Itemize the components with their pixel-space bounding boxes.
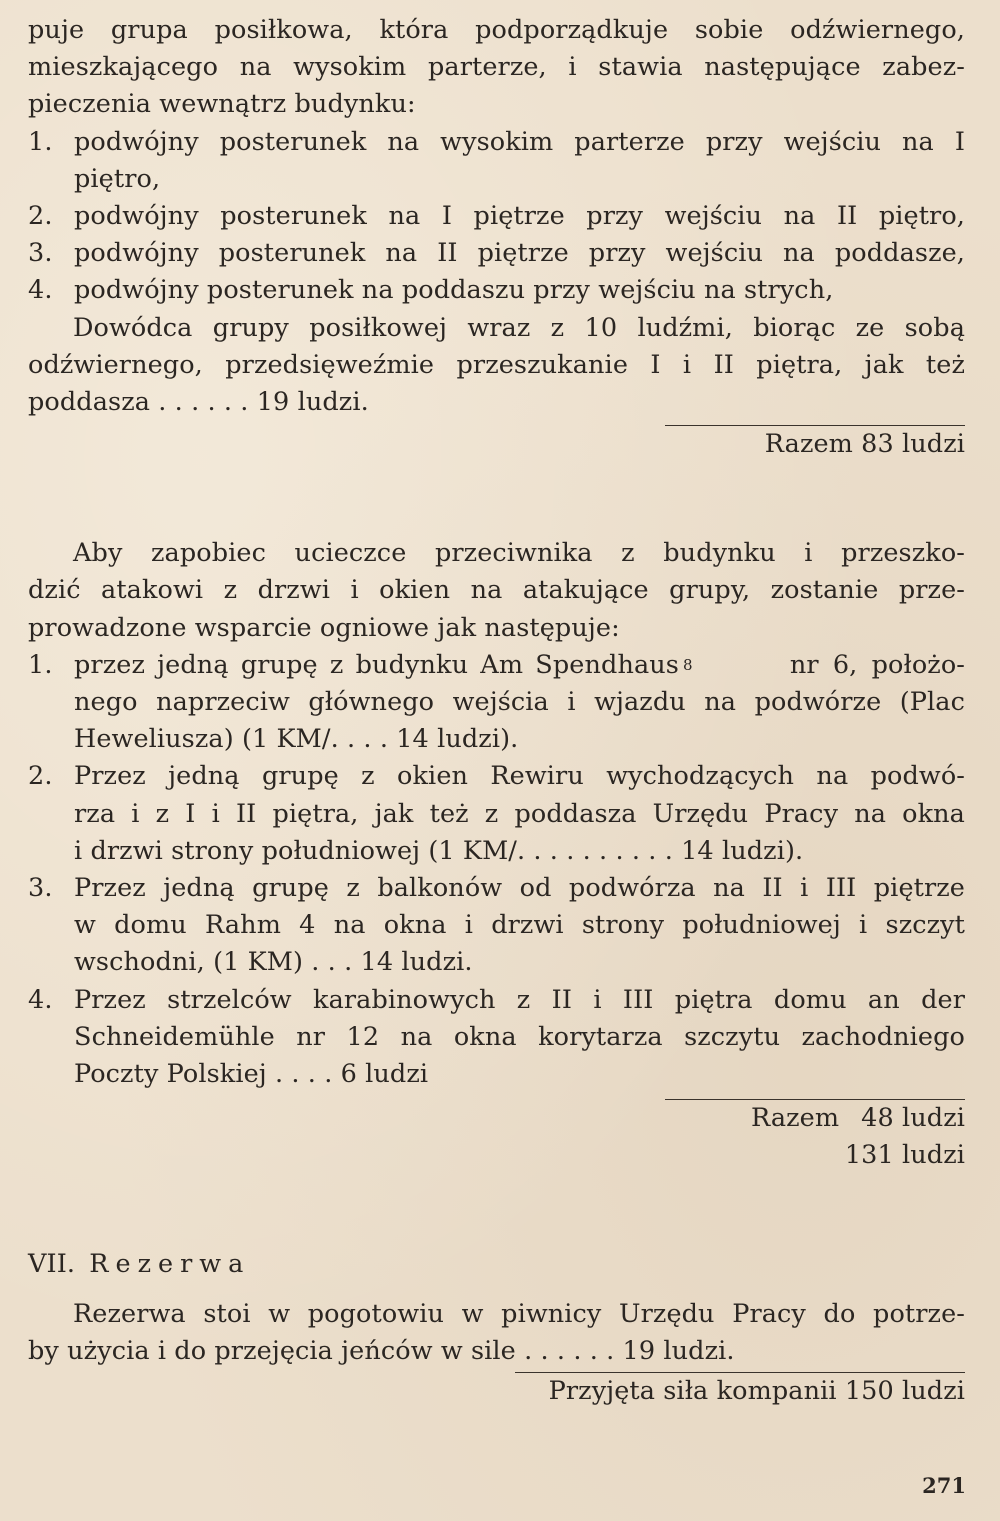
list-number: 2. bbox=[28, 761, 53, 792]
company-strength: Przyjęta siła kompanii 150 ludzi bbox=[548, 1376, 965, 1406]
list-item bbox=[28, 982, 965, 1019]
paragraph-line: odźwiernego, przedsięweźmie przeszukanie I i II piętra, jak też bbox=[28, 349, 965, 380]
list-text: Przez strzelców karabinowych z II i III piętra domu an der bbox=[74, 984, 965, 1015]
subtotal-value: 48 ludzi bbox=[861, 1103, 965, 1134]
list-text-continued: piętro, bbox=[74, 163, 161, 194]
list-text-continued: Poczty Polskiej . . . . 6 ludzi bbox=[74, 1058, 429, 1089]
paragraph-line: mieszkającego na wysokim parterze, i stawia następujące zabez- bbox=[28, 52, 965, 83]
spacer bbox=[28, 1174, 965, 1246]
list-text: podwójny posterunek na wysokim parterze przy wejściu na I bbox=[74, 126, 965, 157]
grand-total: 131 ludzi bbox=[844, 1140, 965, 1171]
subtotal: Razem 83 ludzi bbox=[764, 429, 965, 460]
list-number: 1. bbox=[28, 126, 53, 157]
paragraph-line: poddasza . . . . . . 19 ludzi. bbox=[28, 386, 369, 417]
list-text-part: przez jedną grupę z budynku Am Spendhaus bbox=[74, 649, 679, 680]
list-number: 4. bbox=[28, 275, 53, 306]
section-heading bbox=[28, 1246, 965, 1283]
paragraph-line: Aby zapobiec ucieczce przeciwnika z budynku i przeszko- bbox=[73, 538, 965, 569]
list-number: 1. bbox=[28, 649, 53, 680]
list-text bbox=[74, 647, 965, 684]
list-text-continued: wschodni, (1 KM) . . . 14 ludzi. bbox=[74, 947, 473, 978]
section-reserve bbox=[28, 1246, 965, 1410]
section-number: VII. bbox=[28, 1249, 76, 1280]
list-item bbox=[28, 870, 965, 907]
list-text: Przez jedną grupę z balkonów od podwórza na II i III piętrze bbox=[74, 872, 965, 903]
list-number: 4. bbox=[28, 984, 53, 1015]
list-text: podwójny posterunek na II piętrze przy wejściu na poddasze, bbox=[74, 238, 965, 269]
paragraph-line: Dowódca grupy posiłkowej wraz z 10 ludźmi, biorąc ze sobą bbox=[73, 312, 965, 343]
section-fire-support bbox=[28, 535, 965, 1174]
list-item bbox=[28, 124, 965, 161]
paragraph-line: pieczenia wewnątrz budynku: bbox=[28, 89, 416, 120]
subtotal bbox=[28, 1100, 965, 1137]
list-item bbox=[28, 272, 965, 309]
list-text-continued: nego naprzeciw głównego wejścia i wjazdu na podwórze (Plac bbox=[74, 687, 965, 717]
list-item bbox=[28, 198, 965, 235]
list-text-continued: i drzwi strony południowej (1 KM/. . . . . . . . . . 14 ludzi). bbox=[74, 835, 804, 866]
section-title: Rezerwa bbox=[89, 1249, 251, 1280]
paragraph-line: prowadzone wsparcie ogniowe jak następuje: bbox=[28, 612, 620, 643]
footnote-marker[interactable]: 8 bbox=[682, 655, 693, 674]
book-page bbox=[28, 12, 965, 1410]
list-number: 3. bbox=[28, 872, 53, 903]
list-number: 3. bbox=[28, 238, 53, 269]
spacer bbox=[28, 1284, 965, 1296]
paragraph-line: by użycia i do przejęcia jeńców w sile . . . . . . 19 ludzi. bbox=[28, 1335, 735, 1366]
list-text: Przez jedną grupę z okien Rewiru wychodzących na podwó- bbox=[74, 761, 965, 792]
paragraph-line: Rezerwa stoi w pogotowiu w piwnicy Urzędu Pracy do potrze- bbox=[73, 1298, 965, 1329]
list-text: podwójny posterunek na I piętrze przy wejściu na II piętro, bbox=[74, 200, 965, 231]
section-continued bbox=[28, 12, 965, 463]
list-number: 2. bbox=[28, 200, 53, 231]
list-text-continued: w domu Rahm 4 na okna i drzwi strony południowej i szczyt bbox=[74, 910, 965, 941]
list-text-continued: Schneidemühle nr 12 na okna korytarza szczytu zachodniego bbox=[74, 1021, 965, 1052]
page-number: 271 bbox=[922, 1473, 966, 1498]
list-text-continued: Heweliusza) (1 KM/. . . . 14 ludzi). bbox=[74, 724, 519, 755]
paragraph-line: dzić atakowi z drzwi i okien na atakujące grupy, zostanie prze- bbox=[28, 575, 965, 606]
list-item bbox=[28, 647, 965, 684]
list-text-part: nr 6, położo- bbox=[789, 649, 965, 680]
list-item bbox=[28, 235, 965, 272]
list-item bbox=[28, 758, 965, 795]
paragraph-line: puje grupa posiłkowa, która podporządkuje sobie odźwiernego, bbox=[28, 15, 965, 45]
spacer bbox=[28, 463, 965, 535]
list-text: podwójny posterunek na poddaszu przy wejściu na strych, bbox=[74, 275, 834, 306]
subtotal-label: Razem bbox=[750, 1103, 840, 1134]
list-text-continued: rza i z I i II piętra, jak też z poddasza Urzędu Pracy na okna bbox=[74, 798, 965, 829]
